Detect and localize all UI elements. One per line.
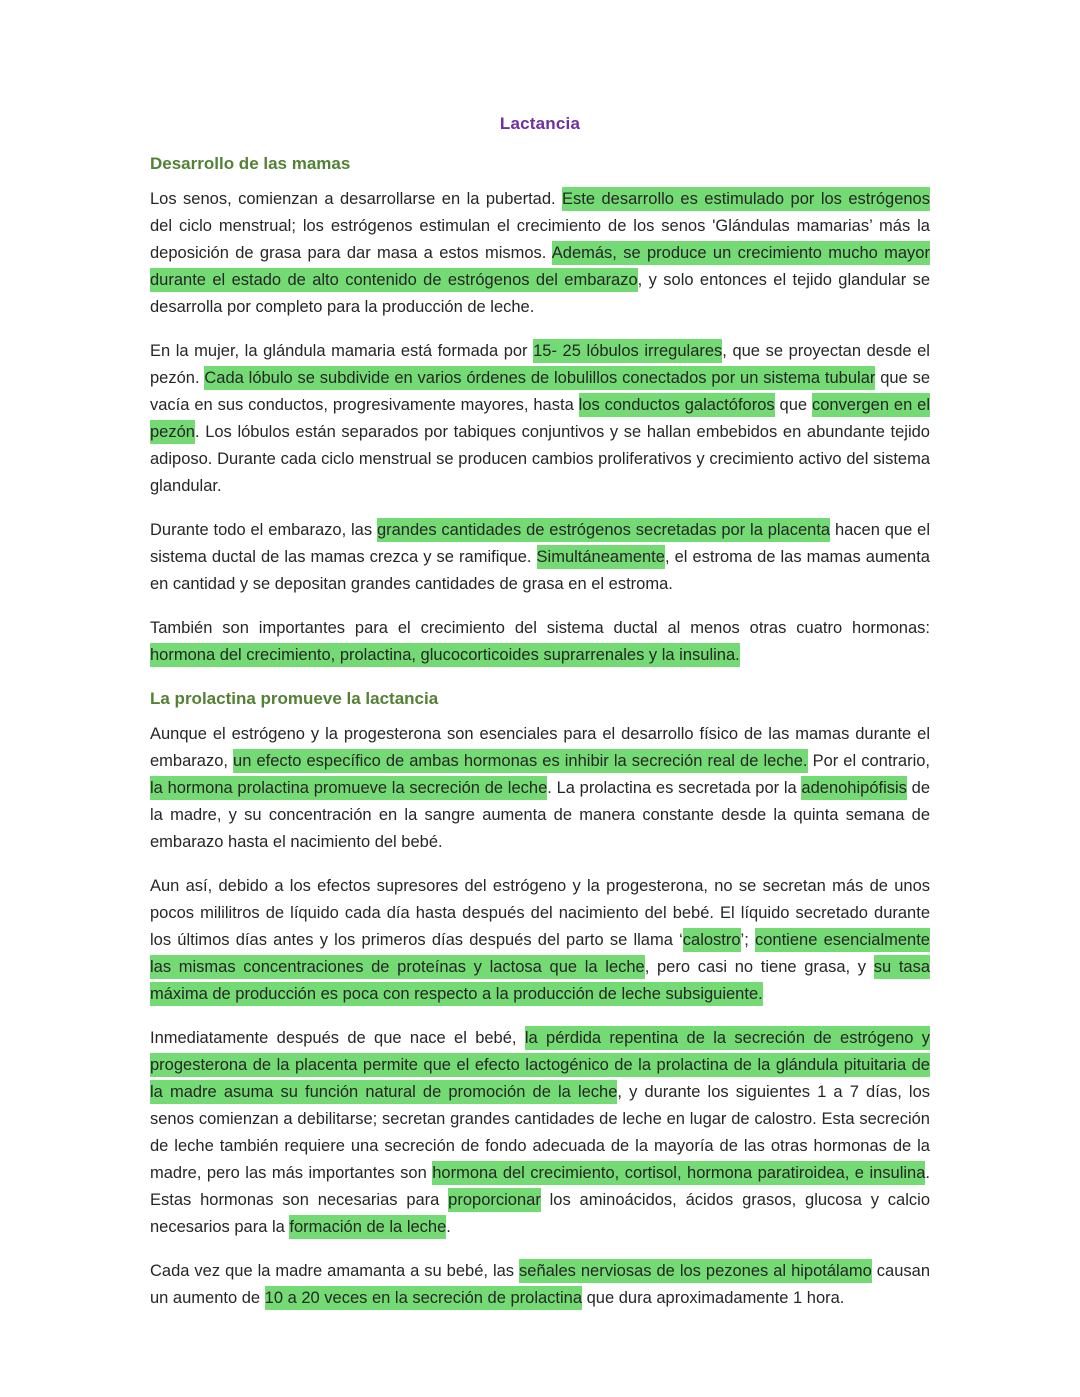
body-text: . Estas hormonas son necesarias para — [150, 1164, 930, 1209]
section-heading: Desarrollo de las mamas — [150, 154, 351, 173]
highlighted-text: la pérdida repentina de la secreción de estrógeno y progesterona de la placenta permite que el efecto lactogénico de la prolactina de la glándula pituitaria de la madre asuma su función natural de promoción de la leche — [150, 1026, 930, 1104]
paragraph — [150, 1258, 930, 1312]
body-text: ’; — [740, 931, 755, 949]
highlighted-text: Simultáneamente — [537, 545, 665, 569]
body-text: Cada vez que la madre amamanta a su bebé, las — [150, 1262, 520, 1280]
highlighted-text: Cada lóbulo se subdivide en varios órdenes de lobulillos conectados por un sistema tubular — [204, 366, 875, 390]
body-text: , que se proyectan desde el pezón. — [150, 342, 930, 387]
document-content — [150, 114, 930, 1312]
highlighted-text: convergen en el pezón — [150, 393, 930, 444]
body-text: También son importantes para el crecimiento del sistema ductal al menos otras cuatro hormonas: — [150, 619, 930, 637]
highlighted-text: 10 a 20 veces en la secreción de prolactina — [265, 1286, 582, 1310]
body-text: , y durante los siguientes 1 a 7 días, los senos comienzan a debilitarse; secretan grandes cantidades de leche en lugar de calostro. Esta secreción de leche también requiere una secreción de fondo adecuada de la mayoría de las otras hormonas de la madre, pero las más importantes son — [150, 1083, 930, 1182]
highlighted-text: un efecto específico de ambas hormonas es inhibir la secreción real de leche. — [233, 749, 807, 773]
paragraph — [150, 338, 930, 500]
highlighted-text: su tasa máxima de producción es poca con respecto a la producción de leche subsiguiente. — [150, 955, 930, 1006]
highlighted-text: grandes cantidades de estrógenos secretadas por la placenta — [377, 518, 830, 542]
body-text: hacen que el sistema ductal de las mamas crezca y se ramifique. — [150, 521, 930, 566]
section-heading: La prolactina promueve la lactancia — [150, 689, 439, 708]
highlighted-text: contiene esencialmente las mismas concentraciones de proteínas y lactosa que la leche — [150, 928, 930, 979]
body-text: , pero casi no tiene grasa, y — [644, 958, 874, 976]
body-text: En la mujer, la glándula mamaria está formada por — [150, 342, 534, 360]
body-text: Aunque el estrógeno y la progesterona son esenciales para el desarrollo físico de las mamas durante el embarazo, — [150, 725, 930, 770]
highlighted-text: proporcionar — [448, 1188, 541, 1212]
body-text: causan un aumento de — [150, 1262, 931, 1307]
body-text: . — [446, 1218, 451, 1236]
body-text: que dura aproximadamente 1 hora. — [582, 1289, 845, 1307]
highlighted-text: hormona del crecimiento, cortisol, hormona paratiroidea, e insulina — [432, 1161, 925, 1185]
body-text: los aminoácidos, ácidos grasos, glucosa y calcio necesarios para la — [150, 1191, 930, 1236]
body-text: Inmediatamente después de que nace el bebé, — [150, 1029, 525, 1047]
highlighted-text: la hormona prolactina promueve la secreción de leche — [150, 776, 547, 800]
body-text: Por el contrario, — [807, 752, 931, 770]
highlighted-text: hormona del crecimiento, prolactina, glucocorticoides suprarrenales y la insulina. — [150, 643, 740, 667]
highlighted-text: calostro — [683, 928, 741, 952]
paragraph — [150, 517, 930, 598]
body-text: Los senos, comienzan a desarrollarse en la pubertad. — [150, 190, 563, 208]
body-text: de la madre, y su concentración en la sangre aumenta de manera constante desde la quinta semana de embarazo hasta el nacimiento del bebé. — [150, 779, 931, 851]
highlighted-text: formación de la leche — [289, 1215, 446, 1239]
highlighted-text: los conductos galactóforos — [579, 393, 775, 417]
paragraph — [150, 615, 930, 669]
paragraph — [150, 721, 930, 856]
highlighted-text: 15- 25 lóbulos irregulares — [533, 339, 722, 363]
body-text: . La prolactina es secretada por la — [547, 779, 802, 797]
body-text: Aun así, debido a los efectos supresores del estrógeno y la progesterona, no se secretan más de unos pocos mililitros de líquido cada día hasta después del nacimiento del bebé. El líquido secretado durante los últimos días antes y los primeros días después del parto se llama ‘ — [150, 877, 930, 949]
body-text: que se vacía en sus conductos, progresivamente mayores, hasta — [150, 369, 930, 414]
body-text: , el estroma de las mamas aumenta en cantidad y se depositan grandes cantidades de grasa en el estroma. — [150, 548, 930, 593]
body-text: , y solo entonces el tejido glandular se desarrolla por completo para la producción de leche. — [150, 271, 931, 316]
document-title: Lactancia — [499, 114, 581, 133]
body-text: del ciclo menstrual; los estrógenos estimulan el crecimiento de los senos 'Glándulas mamarias’ más la deposición de grasa para dar masa a estos mismos. — [150, 217, 930, 262]
paragraph — [150, 186, 930, 321]
highlighted-text: Este desarrollo es estimulado por los estrógenos — [562, 187, 930, 211]
body-text: . Los lóbulos están separados por tabiques conjuntivos y se hallan embebidos en abundante tejido adiposo. Durante cada ciclo menstrual se producen cambios proliferativos y crecimiento activo del sistema glandular. — [150, 423, 930, 495]
highlighted-text: Además, se produce un crecimiento mucho mayor durante el estado de alto contenido de estrógenos del embarazo — [150, 241, 930, 292]
highlighted-text: adenohipófisis — [801, 776, 907, 800]
paragraph — [150, 873, 930, 1008]
body-text: Durante todo el embarazo, las — [150, 521, 377, 539]
highlighted-text: señales nerviosas de los pezones al hipotálamo — [519, 1259, 872, 1283]
paragraph — [150, 1025, 930, 1241]
body-text: que — [774, 396, 812, 414]
